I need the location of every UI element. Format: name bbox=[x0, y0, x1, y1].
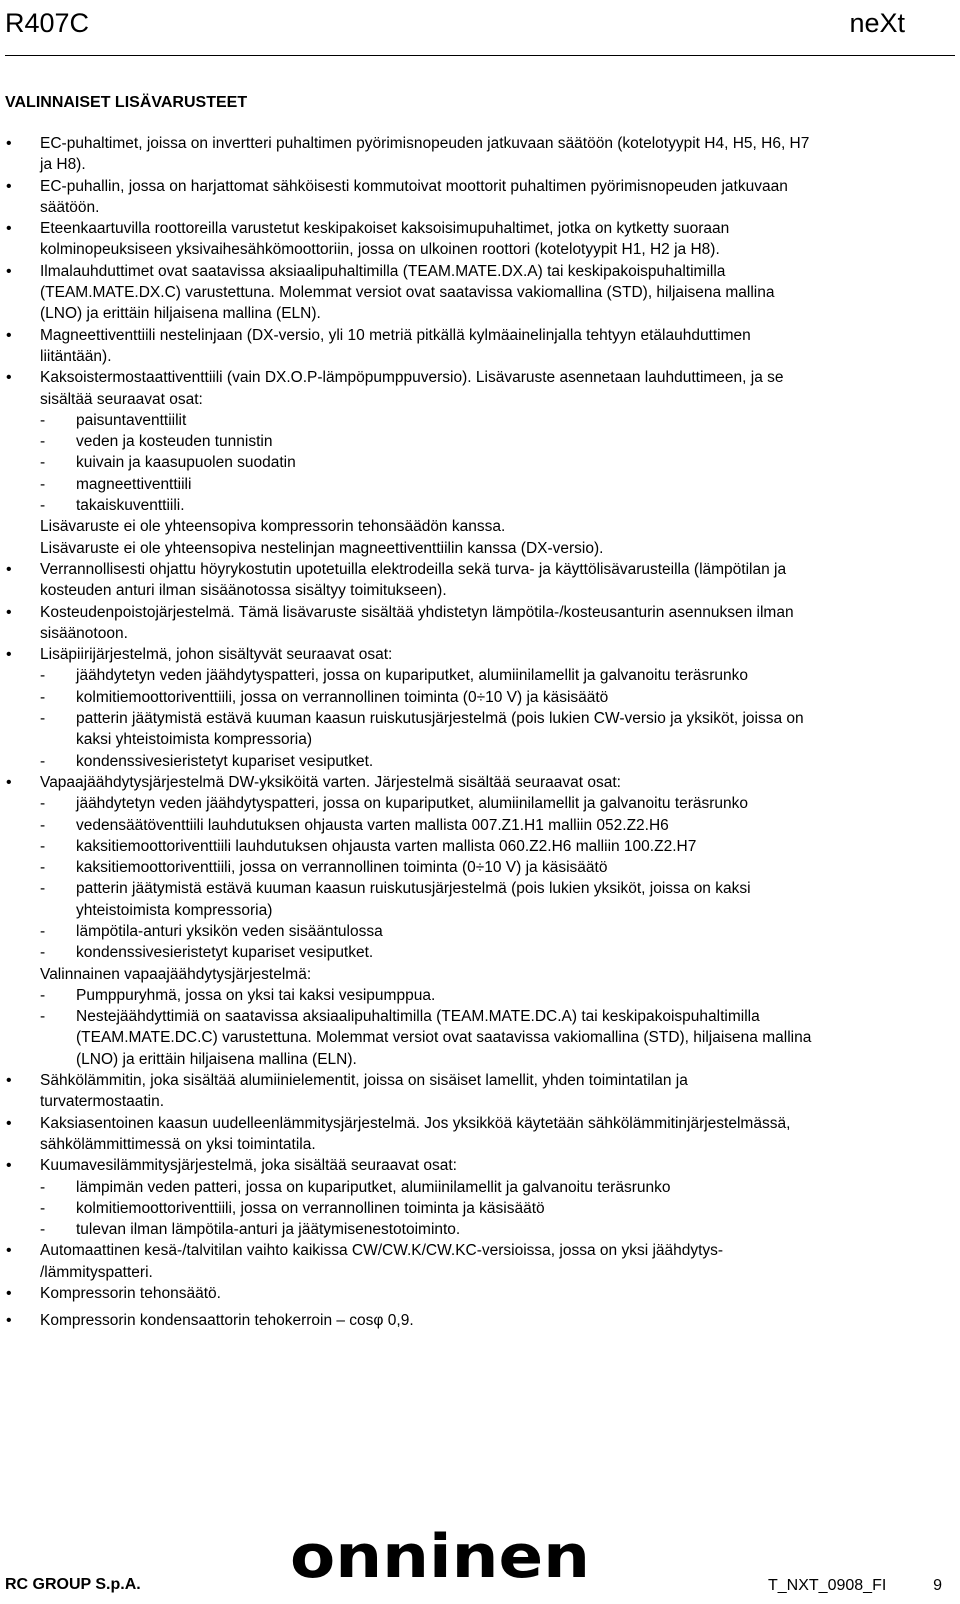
continuation-line: /lämmityspatteri. bbox=[40, 1263, 153, 1281]
dash-item: - kaksitiemoottoriventtiili lauhdutuksen ohjausta varten mallista 060.Z2.H6 malliin 100.Z2.H7 bbox=[6, 836, 946, 857]
continuation-line: (TEAM.MATE.DX.C) varustettuna. Molemmat versiot ovat saatavissa vakiomallina (STD), hiljaisena mallina bbox=[40, 284, 775, 302]
bullet-item: • Verrannollisesti ohjattu höyrykostutin upotetuilla elektrodeilla sekä turva- ja käyttölisävarusteilla (lämpötilan ja bbox=[6, 559, 946, 580]
logo-wordmark: onninen bbox=[290, 1522, 590, 1592]
dash-item: - magneettiventtiili bbox=[6, 474, 946, 495]
footer-company: RC GROUP S.p.A. bbox=[5, 1576, 141, 1593]
bullet-item: • Magneettiventtiili nestelinjaan (DX-versio, yli 10 metriä pitkällä kylmäainelinjalla tehtyyn etälauhduttimen bbox=[6, 325, 946, 346]
continuation-line: liitäntään). bbox=[40, 347, 112, 365]
continuation-line: (TEAM.MATE.DC.C) varustettuna. Molemmat versiot ovat saatavissa vakiomallina (STD), hiljaisena mallina bbox=[76, 1029, 812, 1047]
header-series: neXt bbox=[849, 8, 905, 38]
bullet-item: • Lisäpiirijärjestelmä, johon sisältyvät seuraavat osat: bbox=[6, 644, 946, 665]
dash-item: - kondenssivesieristetyt kupariset vesiputket. bbox=[6, 751, 946, 772]
continuation-line: yhteistoimista kompressoria) bbox=[76, 901, 273, 919]
header-model: R407C bbox=[5, 8, 90, 38]
continuation-line: kosteuden anturi ilman sisäänotossa sisältyy toimitukseen). bbox=[40, 582, 447, 600]
dash-item: - kolmitiemoottoriventtiili, jossa on verrannollinen toiminta (0÷10 V) ja käsisäätö bbox=[6, 687, 946, 708]
dash-item: - patterin jäätymistä estävä kuuman kaasun ruiskutusjärjestelmä (pois lukien yksiköt, joissa on kaksi bbox=[6, 878, 946, 899]
continuation-line: sisältää seuraavat osat: bbox=[40, 390, 203, 408]
continuation-line: säätöön. bbox=[40, 198, 100, 216]
continuation-line: turvatermostaatin. bbox=[40, 1093, 165, 1111]
bullet-item: • Automaattinen kesä-/talvitilan vaihto kaikissa CW/CW.K/CW.KC-versioissa, jossa on yksi jäähdytys- bbox=[6, 1240, 946, 1261]
bullet-item: • Kuumavesilämmitysjärjestelmä, joka sisältää seuraavat osat: bbox=[6, 1155, 946, 1176]
section-title: VALINNAISET LISÄVARUSTEET bbox=[5, 94, 248, 111]
continuation-line: sähkölämmittimessä on yksi toimintatila. bbox=[40, 1135, 316, 1153]
bullet-item: • Kompressorin tehonsäätö. bbox=[6, 1283, 946, 1304]
continuation-line: ja H8). bbox=[40, 156, 86, 174]
dash-item: - Nestejäähdyttimiä on saatavissa aksiaalipuhaltimilla (TEAM.MATE.DC.A) tai keskipakoispuhaltimilla bbox=[6, 1006, 946, 1027]
bullet-item: • EC-puhallin, jossa on harjattomat sähköisesti kommutoivat moottorit puhaltimen pyörimisnopeuden jatkuvaan bbox=[6, 176, 946, 197]
continuation-line: Lisävaruste ei ole yhteensopiva nestelinjan magneettiventtiilin kanssa (DX-versio). bbox=[40, 539, 604, 557]
bullet-item: • Kosteudenpoistojärjestelmä. Tämä lisävaruste sisältää yhdistetyn lämpötila-/kosteusanturin asennuksen ilman bbox=[6, 602, 946, 623]
continuation-line: Valinnainen vapaajäähdytysjärjestelmä: bbox=[40, 965, 312, 983]
bullet-item: • EC-puhaltimet, joissa on invertteri puhaltimen pyörimisnopeuden jatkuvaan säätöön (kotelotyypit H4, H5, H6, H7 bbox=[6, 133, 946, 154]
bullet-item: • Kaksoistermostaattiventtiili (vain DX.O.P-lämpöpumppuversio). Lisävaruste asennetaan lauhduttimeen, ja se bbox=[6, 367, 946, 388]
dash-item: - jäähdytetyn veden jäähdytyspatteri, jossa on kupariputket, alumiinilamellit ja galvanoitu teräsrunko bbox=[6, 793, 946, 814]
accessory-list bbox=[6, 133, 946, 1332]
dash-item: - takaiskuventtiili. bbox=[6, 495, 946, 516]
continuation-line: (LNO) ja erittäin hiljaisena mallina (ELN). bbox=[40, 305, 321, 323]
bullet-item: • Ilmalauhduttimet ovat saatavissa aksiaalipuhaltimilla (TEAM.MATE.DX.A) tai keskipakoispuhaltimilla bbox=[6, 261, 946, 282]
dash-item: - paisuntaventtiilit bbox=[6, 410, 946, 431]
bullet-item: • Kompressorin kondensaattorin tehokerroin – cosφ 0,9. bbox=[6, 1310, 946, 1331]
dash-item: - veden ja kosteuden tunnistin bbox=[6, 431, 946, 452]
continuation-line: sisäänotoon. bbox=[40, 624, 128, 642]
onninen-logo bbox=[290, 1522, 590, 1592]
dash-item: - Pumppuryhmä, jossa on yksi tai kaksi vesipumppua. bbox=[6, 985, 946, 1006]
dash-item: - kuivain ja kaasupuolen suodatin bbox=[6, 452, 946, 473]
dash-item: - lämpötila-anturi yksikön veden sisääntulossa bbox=[6, 921, 946, 942]
dash-item: - kaksitiemoottoriventtiili, jossa on verrannollinen toiminta (0÷10 V) ja käsisäätö bbox=[6, 857, 946, 878]
continuation-line: Lisävaruste ei ole yhteensopiva kompressorin tehonsäädön kanssa. bbox=[40, 518, 506, 536]
bullet-item: • Kaksiasentoinen kaasun uudelleenlämmitysjärjestelmä. Jos yksikköä käytetään sähkölämmitinjärjestelmässä, bbox=[6, 1113, 946, 1134]
footer-page-number: 9 bbox=[933, 1577, 942, 1594]
dash-item: - vedensäätöventtiili lauhdutuksen ohjausta varten mallista 007.Z1.H1 malliin 052.Z2.H6 bbox=[6, 815, 946, 836]
bullet-item: • Sähkölämmitin, joka sisältää alumiinielementit, joissa on sisäiset lamellit, yhden toimintatilan ja bbox=[6, 1070, 946, 1091]
header-divider bbox=[5, 55, 955, 56]
continuation-line: kaksi yhteistoimista kompressoria) bbox=[76, 731, 313, 749]
continuation-line: (LNO) ja erittäin hiljaisena mallina (ELN). bbox=[76, 1050, 357, 1068]
dash-item: - kolmitiemoottoriventtiili, jossa on verrannollinen toiminta ja käsisäätö bbox=[6, 1198, 946, 1219]
bullet-item: • Vapaajäähdytysjärjestelmä DW-yksiköitä varten. Järjestelmä sisältää seuraavat osat: bbox=[6, 772, 946, 793]
footer-doc-code: T_NXT_0908_FI bbox=[768, 1577, 887, 1594]
dash-item: - lämpimän veden patteri, jossa on kupariputket, alumiinilamellit ja galvanoitu teräsrunko bbox=[6, 1177, 946, 1198]
dash-item: - jäähdytetyn veden jäähdytyspatteri, jossa on kupariputket, alumiinilamellit ja galvanoitu teräsrunko bbox=[6, 665, 946, 686]
bullet-item: • Eteenkaartuvilla roottoreilla varustetut keskipakoiset kaksoisimupuhaltimet, jotka on kytketty suoraan bbox=[6, 218, 946, 239]
dash-item: - patterin jäätymistä estävä kuuman kaasun ruiskutusjärjestelmä (pois lukien CW-versio ja yksiköt, joissa on bbox=[6, 708, 946, 729]
dash-item: - tulevan ilman lämpötila-anturi ja jäätymisenestotoiminto. bbox=[6, 1219, 946, 1240]
dash-item: - kondenssivesieristetyt kupariset vesiputket. bbox=[6, 942, 946, 963]
continuation-line: kolminopeuksiseen yksivaihesähkömoottoriin, jossa on ulkoinen roottori (kotelotyypit H1, H2 ja H8). bbox=[40, 241, 720, 259]
